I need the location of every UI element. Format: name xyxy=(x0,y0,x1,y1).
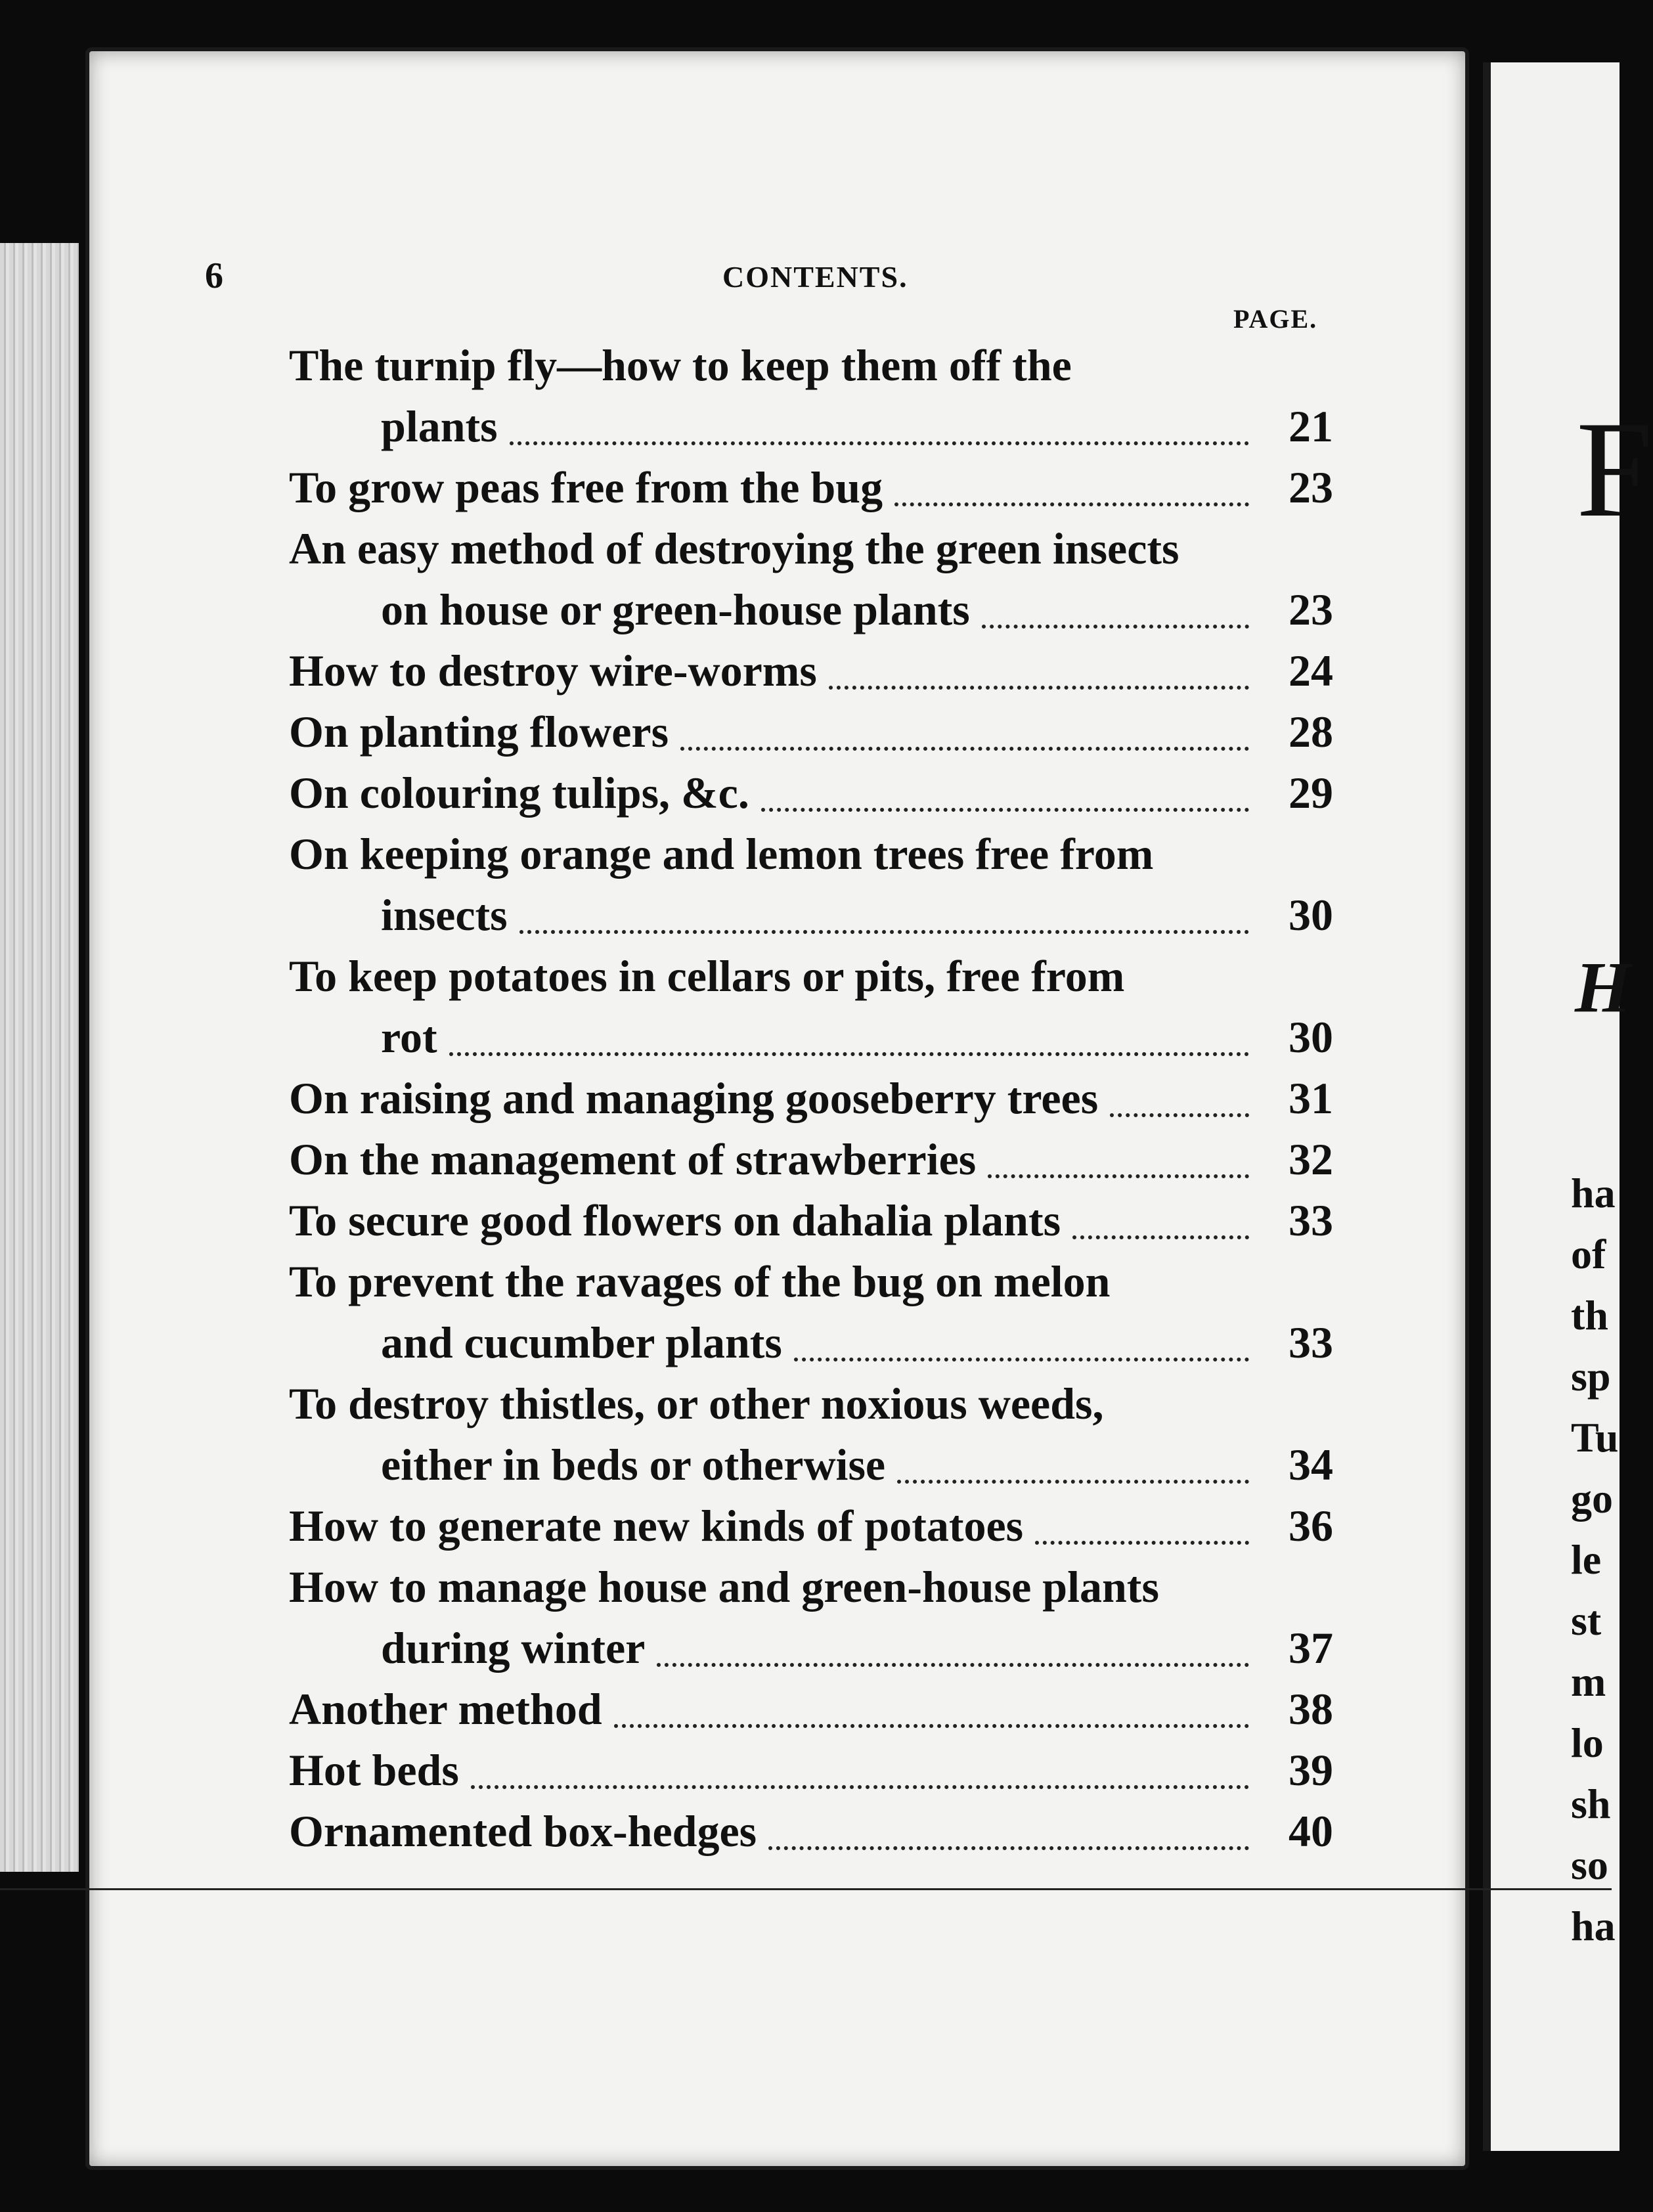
facing-page-fragment: m xyxy=(1571,1658,1606,1705)
toc-entry xyxy=(289,1068,1333,1129)
toc-page-number: 23 xyxy=(1289,585,1333,634)
toc-entry-row xyxy=(289,396,1333,457)
toc-page-number: 38 xyxy=(1289,1684,1333,1734)
facing-page-fragment: le xyxy=(1571,1536,1602,1583)
toc-entry-row xyxy=(289,1740,1333,1801)
toc-entry-text: On the management of strawberries xyxy=(289,1134,977,1184)
dot-leader xyxy=(794,1358,1249,1361)
toc-entry-text: rot xyxy=(381,1012,437,1062)
dot-leader xyxy=(761,808,1249,812)
toc-entry xyxy=(289,1190,1333,1251)
toc-entry-row xyxy=(289,1618,1333,1679)
toc-entry xyxy=(289,1679,1333,1740)
scan-divider-line xyxy=(0,1888,1612,1890)
toc-entry-text: Another method xyxy=(289,1684,602,1734)
facing-page-fragment: go xyxy=(1571,1475,1613,1522)
toc-entry-text: An easy method of destroying the green insects xyxy=(289,523,1179,573)
facing-page-fragment: sh xyxy=(1571,1781,1611,1827)
facing-page-fragment: st xyxy=(1571,1597,1602,1644)
dot-leader xyxy=(510,441,1249,445)
facing-page-text-fragments xyxy=(1571,1162,1618,1957)
toc-entry-text: How to manage house and green-house plants xyxy=(289,1562,1159,1612)
toc-entry xyxy=(289,1373,1333,1495)
toc-entry xyxy=(289,824,1333,946)
toc-page-number: 29 xyxy=(1289,768,1333,818)
toc-entry-row xyxy=(289,640,1333,701)
toc-entry-text: Ornamented box-hedges xyxy=(289,1806,757,1856)
toc-entry xyxy=(289,1251,1333,1373)
toc-page-number: 40 xyxy=(1289,1806,1333,1856)
toc-entry xyxy=(289,457,1333,518)
toc-page-number: 21 xyxy=(1289,401,1333,451)
dot-leader xyxy=(768,1846,1249,1850)
toc-page-number: 33 xyxy=(1289,1317,1333,1367)
dot-leader xyxy=(982,625,1249,629)
toc-entry xyxy=(289,946,1333,1068)
toc-entry-row xyxy=(289,579,1333,640)
toc-entry xyxy=(289,1129,1333,1190)
toc-entry-row xyxy=(289,1007,1333,1068)
dot-leader xyxy=(988,1174,1249,1178)
toc-entry-text: and cucumber plants xyxy=(381,1317,782,1367)
facing-page-initial: F xyxy=(1576,393,1653,546)
toc-entry-text: insects xyxy=(381,890,508,940)
toc-page-number: 24 xyxy=(1289,646,1333,696)
toc-entry-text: To keep potatoes in cellars or pits, free from xyxy=(289,951,1125,1001)
toc-page-number: 30 xyxy=(1289,890,1333,940)
table-of-contents xyxy=(289,335,1333,1862)
toc-page-number: 30 xyxy=(1289,1012,1333,1062)
facing-page-italic-letter: H xyxy=(1575,947,1631,1027)
toc-entry xyxy=(289,640,1333,701)
toc-entry xyxy=(289,335,1333,457)
dot-leader xyxy=(1110,1113,1249,1117)
toc-entry-text: on house or green-house plants xyxy=(381,585,970,634)
toc-page-number: 23 xyxy=(1289,462,1333,512)
toc-entry-text: On raising and managing gooseberry trees xyxy=(289,1073,1099,1123)
dot-leader xyxy=(657,1663,1249,1667)
toc-entry-row xyxy=(289,701,1333,763)
facing-page-fragment: ha xyxy=(1571,1903,1616,1949)
dot-leader xyxy=(894,502,1249,506)
dot-leader xyxy=(1072,1235,1249,1239)
dot-leader xyxy=(449,1052,1249,1056)
dot-leader xyxy=(519,930,1249,934)
toc-entry-text: To secure good flowers on dahalia plants xyxy=(289,1195,1061,1245)
dot-leader xyxy=(471,1785,1249,1789)
toc-entry xyxy=(289,1740,1333,1801)
dot-leader xyxy=(897,1480,1249,1484)
toc-entry-text: How to generate new kinds of potatoes xyxy=(289,1501,1024,1551)
toc-page-number: 31 xyxy=(1289,1073,1333,1123)
toc-entry-text: On keeping orange and lemon trees free from xyxy=(289,829,1154,879)
toc-entry-text: How to destroy wire-worms xyxy=(289,646,817,696)
toc-entry-row xyxy=(289,1068,1333,1129)
facing-page-fragment: of xyxy=(1571,1231,1606,1277)
facing-page-fragment: th xyxy=(1571,1292,1608,1338)
scan-left-edge xyxy=(0,243,79,1872)
toc-entry xyxy=(289,1557,1333,1679)
toc-entry-text: To grow peas free from the bug xyxy=(289,462,883,512)
dot-leader xyxy=(680,747,1249,751)
toc-entry-row xyxy=(289,457,1333,518)
toc-entry-row xyxy=(289,1190,1333,1251)
facing-page-fragment: so xyxy=(1571,1842,1608,1888)
toc-entry-text: either in beds or otherwise xyxy=(381,1440,886,1490)
toc-entry-row xyxy=(289,1129,1333,1190)
facing-page-fragment: sp xyxy=(1571,1353,1611,1400)
contents-title: CONTENTS. xyxy=(722,260,908,294)
facing-page-fragment: lo xyxy=(1571,1719,1604,1766)
dot-leader xyxy=(614,1724,1249,1728)
page-number: 6 xyxy=(205,255,223,296)
dot-leader xyxy=(1035,1541,1249,1545)
toc-entry-text: Hot beds xyxy=(289,1745,459,1795)
toc-page-number: 33 xyxy=(1289,1195,1333,1245)
toc-entry-row xyxy=(289,1495,1333,1557)
toc-entry xyxy=(289,518,1333,640)
toc-entry-row xyxy=(289,763,1333,824)
toc-entry xyxy=(289,701,1333,763)
dot-leader xyxy=(829,686,1249,690)
page-column-label: PAGE. xyxy=(1233,304,1318,334)
toc-entry-text: The turnip fly—how to keep them off the xyxy=(289,340,1072,390)
toc-entry-text: To destroy thistles, or other noxious weeds, xyxy=(289,1379,1104,1428)
toc-entry-row xyxy=(289,885,1333,946)
toc-page-number: 32 xyxy=(1289,1134,1333,1184)
toc-entry xyxy=(289,1801,1333,1862)
toc-page-number: 36 xyxy=(1289,1501,1333,1551)
toc-entry-row xyxy=(289,1434,1333,1495)
toc-entry xyxy=(289,1495,1333,1557)
toc-entry-text: plants xyxy=(381,401,498,451)
toc-entry-text: On planting flowers xyxy=(289,707,669,757)
toc-page-number: 28 xyxy=(1289,707,1333,757)
toc-entry-text: On colouring tulips, &c. xyxy=(289,768,749,818)
toc-page-number: 34 xyxy=(1289,1440,1333,1490)
toc-entry-row xyxy=(289,1679,1333,1740)
facing-page-fragment: Tu xyxy=(1571,1414,1619,1461)
toc-entry-text: To prevent the ravages of the bug on melon xyxy=(289,1256,1111,1306)
toc-entry xyxy=(289,763,1333,824)
toc-page-number: 37 xyxy=(1289,1623,1333,1673)
toc-entry-row xyxy=(289,1801,1333,1862)
toc-page-number: 39 xyxy=(1289,1745,1333,1795)
facing-page-fragment: ha xyxy=(1571,1170,1616,1216)
toc-entry-text: during winter xyxy=(381,1623,646,1673)
toc-entry-row xyxy=(289,1312,1333,1373)
